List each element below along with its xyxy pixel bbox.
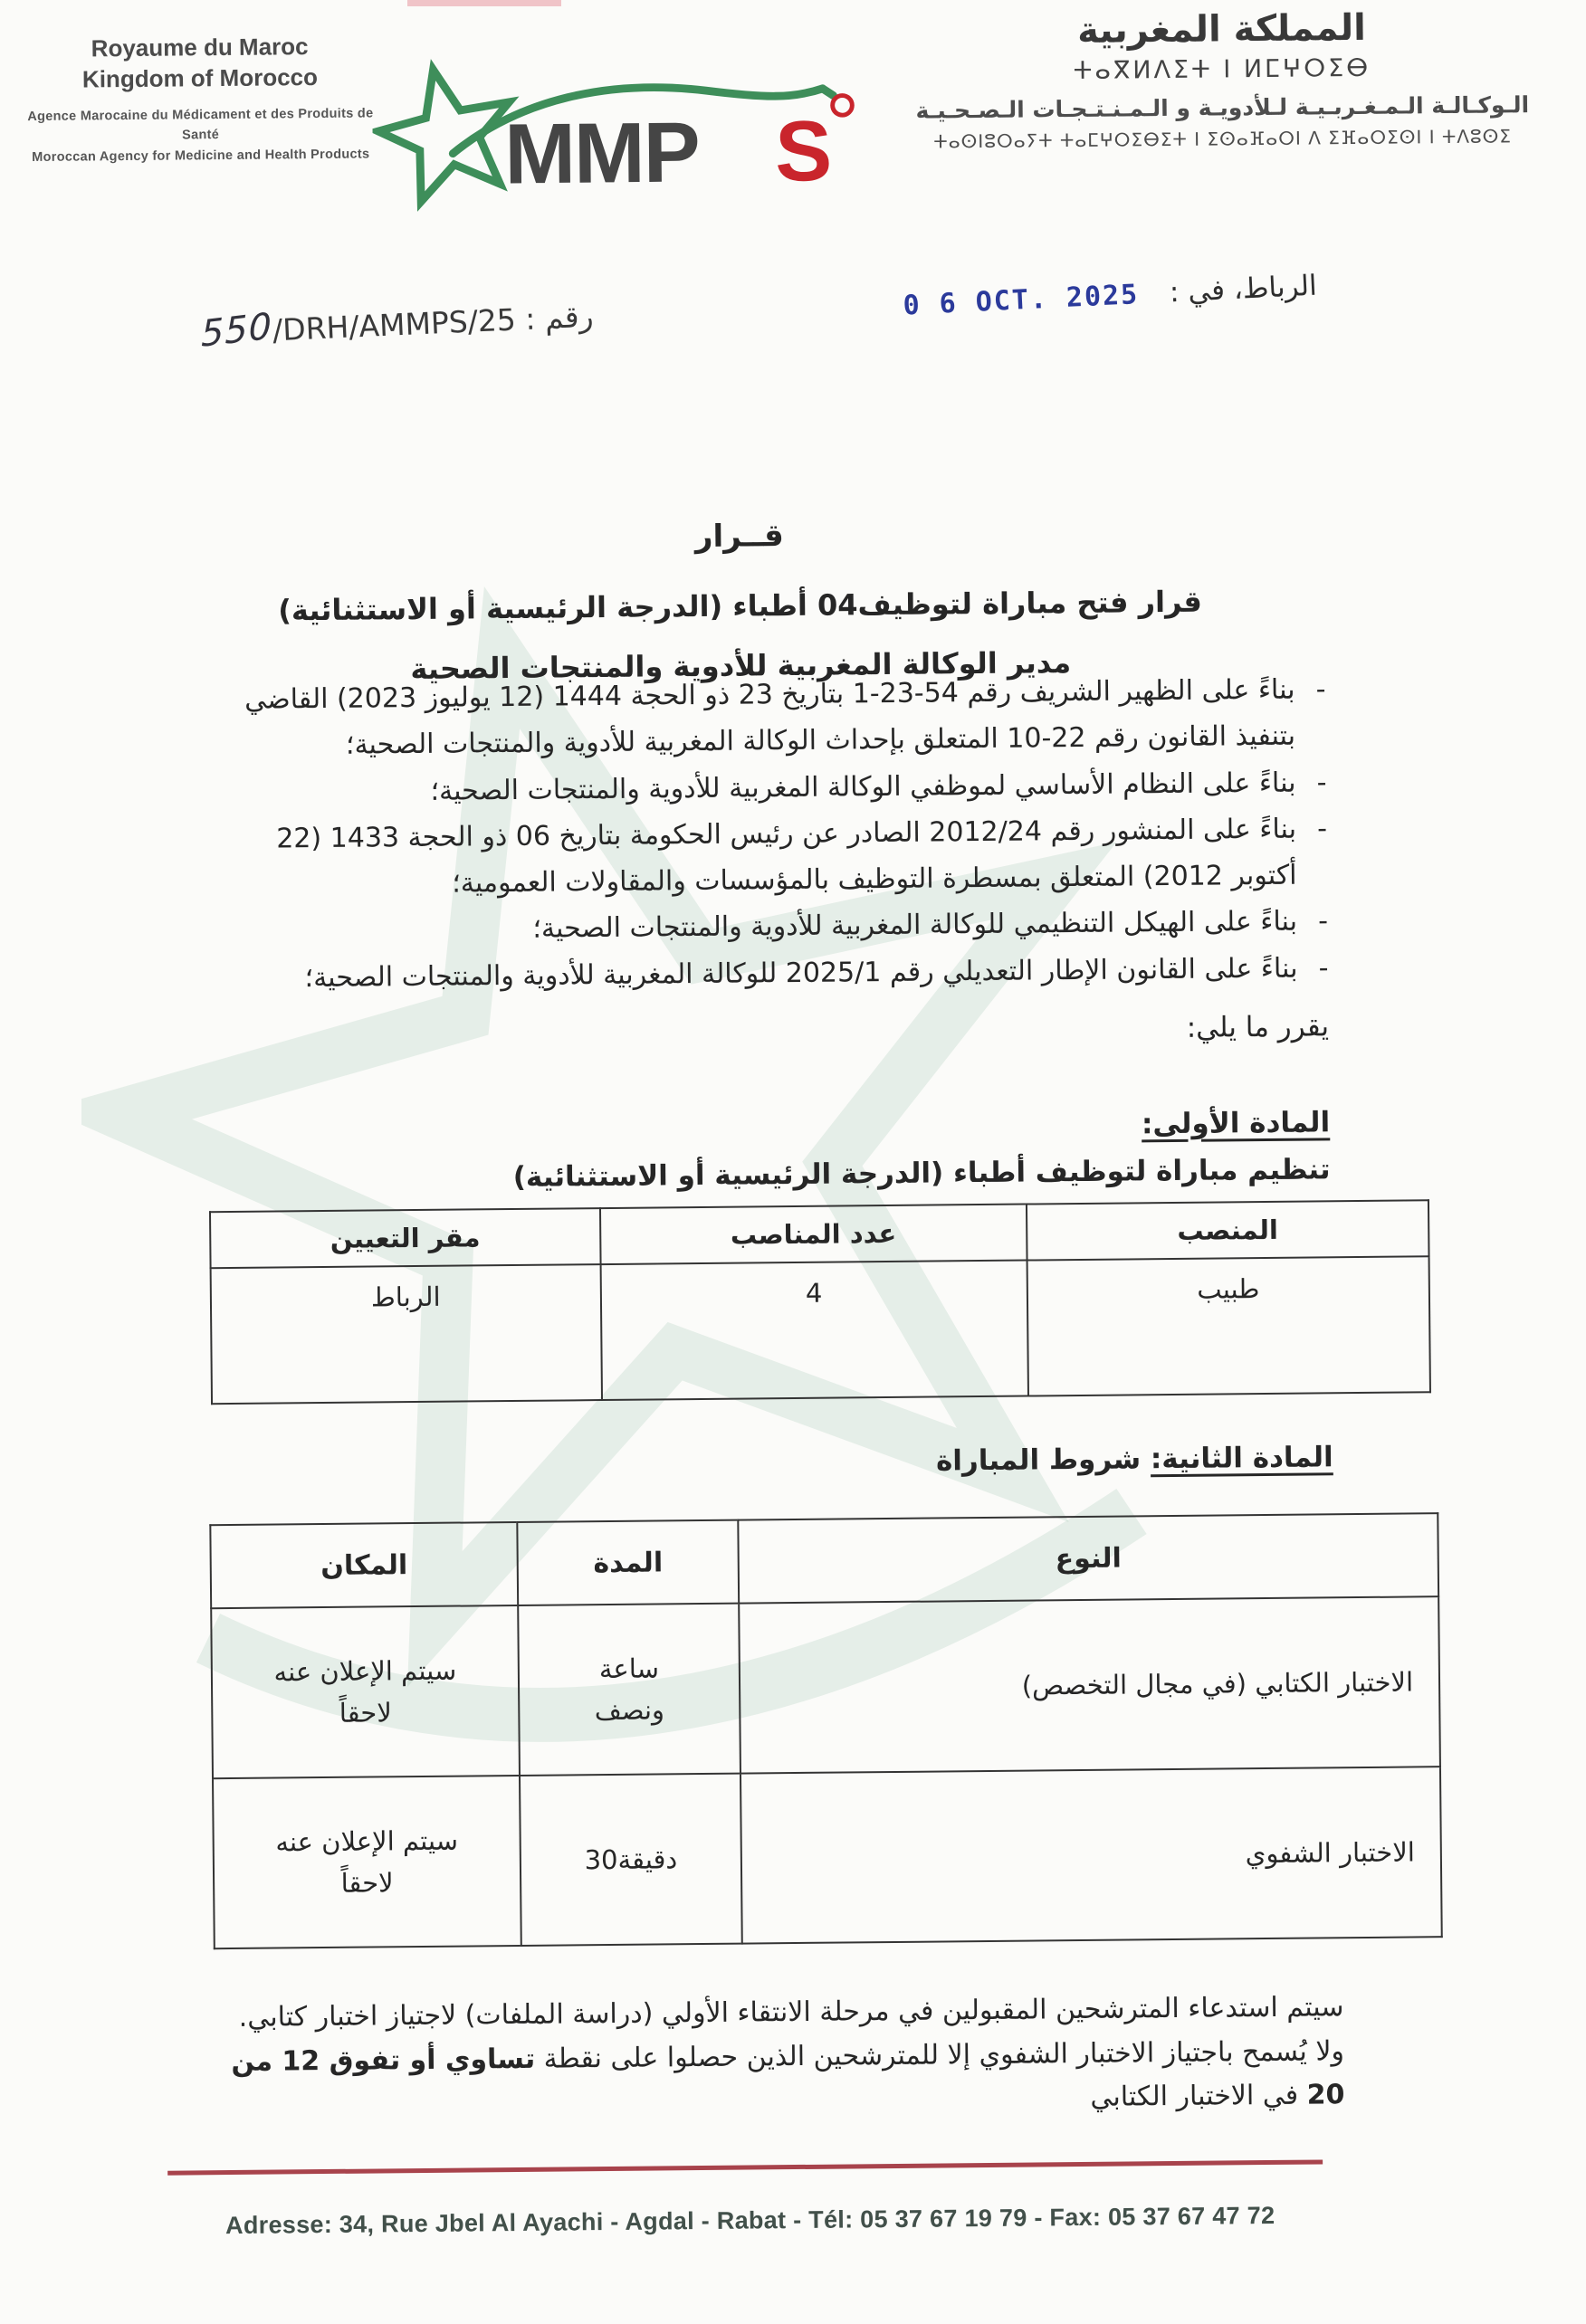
decree-intro: يقرر ما يلي: xyxy=(1186,1010,1330,1044)
reference-label: رقم : xyxy=(524,298,595,337)
closing-threshold-bold: تساوي أو تفوق 12 من 20 xyxy=(231,2043,1345,2111)
reference-number xyxy=(200,297,517,356)
agency-name-fr: Agence Marocaine du Médicament et des Produits de Santé xyxy=(27,106,374,143)
header-right-block xyxy=(891,5,1553,153)
closing-line2-post: في الاختبار الكتابي xyxy=(1090,2079,1307,2114)
preamble-text: بناءً على الظهير الشريف رقم 54-23-1 بتاريخ 23 ذو الحجة 1444 (12 يوليوز 2023) القاضي بتنفيذ القانون رقم 22-10 المتعلق بإحداث الوكالة المغربية للأدوية والمنتجات الصحية؛ xyxy=(244,673,1296,762)
decision-title: قــرار xyxy=(694,518,784,556)
article2-heading-rest: شروط المباراة xyxy=(935,1443,1151,1478)
preamble-item xyxy=(213,945,1328,1002)
agency-name-arabic: الـوكـالـة الـمـغـربـيـة لـلأدويـة و الـمـنـتـجـات الـصـحـيـة xyxy=(915,91,1530,124)
article2-heading xyxy=(218,1441,1333,1484)
exams-table-header-row xyxy=(210,1513,1438,1608)
oral-place-text: سيتم الإعلان عنه لاحقاً xyxy=(275,1824,459,1899)
closing-paragraph xyxy=(223,1986,1344,2129)
positions-table xyxy=(209,1199,1431,1405)
cell-oral-exam: الاختبار الشفوي xyxy=(740,1767,1442,1943)
article1-text: تنظيم مباراة لتوظيف أطباء (الدرجة الرئيسية أو الاستثنائية) xyxy=(512,1153,1331,1194)
preamble-text: بناءً على النظام الأساسي لموظفي الوكالة المغربية للأدوية والمنتجات الصحية؛ xyxy=(430,767,1296,807)
closing-line2-pre: ولا يُسمح باجتياز الاختبار الشفوي إلا للمترشحين الذين حصلوا على نقطة xyxy=(534,2034,1345,2075)
exams-table-row-written xyxy=(211,1596,1440,1778)
agency-name-en: Moroccan Agency for Medicine and Health Products xyxy=(32,146,370,165)
date-row xyxy=(903,270,1318,322)
header-left-block xyxy=(18,31,381,167)
cell-location: الرباط xyxy=(211,1264,602,1404)
footer-divider xyxy=(167,2159,1323,2175)
decision-subtitle: قرار فتح مباراة لتوظيف04 أطباء (الدرجة الرئيسية أو الاستثنائية) xyxy=(278,584,1203,628)
cell-oral-duration: 30دقيقة xyxy=(520,1774,742,1946)
col-header-count: عدد المناصب xyxy=(600,1205,1027,1265)
reference-number-handwritten: 550 xyxy=(200,305,273,356)
closing-line1: سيتم استدعاء المترشحين المقبولين في مرحلة الانتقاء الأولي (دراسة الملفات) لاجتياز اختبار كتابي. xyxy=(238,1991,1344,2034)
footer-address: Adresse: 34, Rue Jbel Al Ayachi - Agdal - Rabat - Tél: 05 37 67 19 79 - Fax: 05 37 67 47 72 xyxy=(225,2201,1275,2240)
col-header-location: مقر التعيين xyxy=(210,1208,600,1268)
bullet-dash-icon: - xyxy=(1316,813,1328,845)
logo-text-s: S xyxy=(774,104,831,200)
country-name-fr: Royaume du Maroc xyxy=(91,33,309,62)
col-header-type: النوع xyxy=(738,1513,1438,1603)
date-label: الرباط، في : xyxy=(1169,269,1318,310)
preamble-item xyxy=(212,805,1328,909)
country-name-en: Kingdom of Morocco xyxy=(81,62,319,93)
article1-heading-text: المادة الأولى: xyxy=(1141,1106,1331,1141)
kingdom-name-arabic: المملكة المغربية xyxy=(1076,6,1367,52)
cell-count: 4 xyxy=(600,1261,1028,1401)
exams-table-row-oral xyxy=(213,1767,1442,1948)
col-header-position: المنصب xyxy=(1027,1200,1429,1260)
bullet-dash-icon: - xyxy=(1317,905,1329,938)
preamble-text: بناءً على الهيكل التنظيمي للوكالة المغربية للأدوية والمنتجات الصحية؛ xyxy=(532,906,1298,946)
ammps-logo xyxy=(372,44,908,214)
cell-written-exam: الاختبار الكتابي (في مجال التخصص) xyxy=(739,1596,1440,1773)
cell-written-place xyxy=(211,1605,520,1778)
date-stamp: 0 6 OCT. 2025 xyxy=(903,278,1141,322)
bullet-dash-icon: - xyxy=(1318,952,1329,985)
closing-line2 xyxy=(224,2030,1345,2129)
article2-heading-text: المادة الثانية: xyxy=(1150,1441,1333,1476)
reference-number-row xyxy=(200,293,600,356)
col-header-duration: المدة xyxy=(517,1520,739,1605)
title-block xyxy=(0,511,1484,691)
ammps-star-icon xyxy=(372,55,527,208)
reference-number-printed: /DRH/AMMPS/25 xyxy=(272,301,517,348)
exams-table xyxy=(209,1512,1442,1949)
written-duration-text: ساعة ونصف xyxy=(594,1653,665,1727)
logo-text-mmp: MMP xyxy=(503,105,700,203)
preamble-list xyxy=(210,666,1328,1002)
article1-heading xyxy=(215,1106,1330,1149)
written-place-text: سيتم الإعلان عنه لاحقاً xyxy=(273,1654,457,1729)
kingdom-name-tifinagh: ⵜⴰⴳⵍⴷⵉⵜ ⵏ ⵍⵎⵖⵔⵉⴱ xyxy=(1073,53,1371,85)
preamble-text: بناءً على القانون الإطار التعديلي رقم 2025/1 للوكالة المغربية للأدوية والمنتجات الصحية؛ xyxy=(304,952,1298,994)
bullet-dash-icon: - xyxy=(1316,766,1327,799)
agency-name-tifinagh: ⵜⴰⵙⵏⵓⵔⴰⵢⵜ ⵜⴰⵎⵖⵔⵉⴱⵉⵜ ⵏ ⵉⵙⴰⴼⴰⵔⵏ ⴷ ⵉⴼⴰⵔⵉⵙⵏ ⵏ ⵜⴷⵓⵙⵉ xyxy=(933,125,1513,153)
cell-written-duration xyxy=(518,1604,740,1776)
bullet-dash-icon: - xyxy=(1315,673,1326,706)
cell-oral-place xyxy=(213,1776,521,1948)
cell-position: طبيب xyxy=(1027,1256,1430,1395)
preamble-text: بناءً على المنشور رقم 2012/24 الصادر عن رئيس الحكومة بتاريخ 06 ذو الحجة 1433 (22 أكتوبر 2012) المتعلق بمسطرة التوظيف بالمؤسسات والمقاولات العمومية؛ xyxy=(276,813,1297,900)
col-header-place: المكان xyxy=(210,1522,518,1608)
decision-authority: مدير الوكالة المغربية للأدوية والمنتجات الصحية xyxy=(410,645,1072,687)
positions-table-row xyxy=(211,1256,1430,1404)
preamble-item xyxy=(210,666,1326,769)
